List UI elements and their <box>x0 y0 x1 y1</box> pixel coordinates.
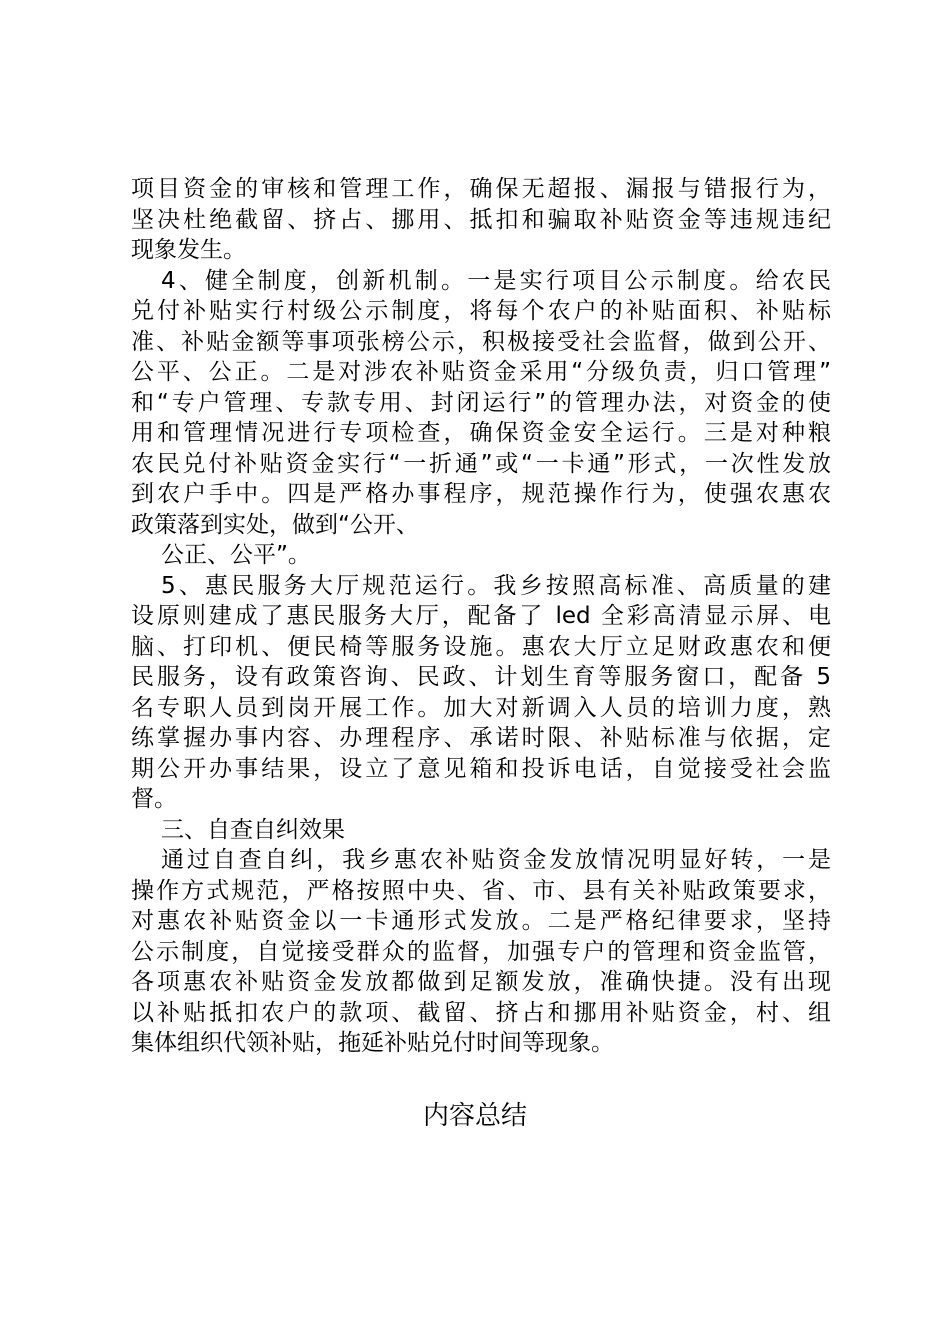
text-line: 到农户手中。四是严格办事程序，规范操作行为，使强农惠农 <box>131 481 831 507</box>
text-line: 准、补贴金额等事项张榜公示，积极接受社会监督，做到公开、 <box>131 328 831 355</box>
text-line: 兑付补贴实行村级公示制度，将每个农户的补贴面积、补贴标 <box>131 298 831 324</box>
text-line: 以补贴抵扣农户的款项、截留、挤占和挪用补贴资金，村、组 <box>131 999 831 1026</box>
text-line: 政策落到实处，做到“公开、 <box>131 511 419 538</box>
text-line: 对惠农补贴资金以一卡通形式发放。二是严格纪律要求，坚持 <box>131 908 831 934</box>
text-line: 现象发生。 <box>131 237 246 263</box>
text-line: 公平、公正。二是对涉农补贴资金采用“分级负责，归口管理” <box>131 359 831 385</box>
text-line: 练掌握办事内容、办理程序、承诺时限、补贴标准与依据，定 <box>131 725 831 751</box>
text-line: 通过自查自纠，我乡惠农补贴资金发放情况明显好转，一是 <box>161 847 831 873</box>
text-line: 4、健全制度，创新机制。一是实行项目公示制度。给农民 <box>161 267 831 294</box>
text-line: 督。 <box>131 786 177 812</box>
text-line: 5、惠民服务大厅规范运行。我乡按照高标准、高质量的建 <box>161 572 831 599</box>
text-line: 集体组织代领补贴，拖延补贴兑付时间等现象。 <box>131 1030 614 1056</box>
text-line: 用和管理情况进行专项检查，确保资金安全运行。三是对种粮 <box>131 420 831 446</box>
text-line: 项目资金的审核和管理工作，确保无超报、漏报与错报行为， <box>131 176 831 202</box>
text-line: 名专职人员到岗开展工作。加大对新调入人员的培训力度，熟 <box>131 694 831 721</box>
text-line: 操作方式规范，严格按照中央、省、市、县有关补贴政策要求， <box>131 877 831 904</box>
text-line: 农民兑付补贴资金实行“一折通”或“一卡通”形式，一次性发放 <box>131 450 831 477</box>
body-text <box>131 174 831 1059</box>
text-line: 公正、公平”。 <box>161 542 311 568</box>
text-line: 坚决杜绝截留、挤占、挪用、抵扣和骗取补贴资金等违规违纪 <box>131 206 831 233</box>
text-line: 民服务，设有政策咨询、民政、计划生育等服务窗口，配备 5 <box>131 664 831 690</box>
text-line: 和“专户管理、专款专用、封闭运行”的管理办法，对资金的使 <box>131 389 831 416</box>
section-heading: 三、自查自纠效果 <box>161 816 345 843</box>
text-line: 各项惠农补贴资金发放都做到足额发放，准确快捷。没有出现 <box>131 969 831 995</box>
text-line: 设原则建成了惠民服务大厅，配备了 led 全彩高清显示屏、电 <box>131 603 831 629</box>
text-line: 期公开办事结果，设立了意见箱和投诉电话，自觉接受社会监 <box>131 755 831 782</box>
summary-title: 内容总结 <box>422 1101 527 1131</box>
text-line: 公示制度，自觉接受群众的监督，加强专户的管理和资金监管， <box>131 938 831 965</box>
text-line: 脑、打印机、便民椅等服务设施。惠农大厅立足财政惠农和便 <box>131 633 831 660</box>
